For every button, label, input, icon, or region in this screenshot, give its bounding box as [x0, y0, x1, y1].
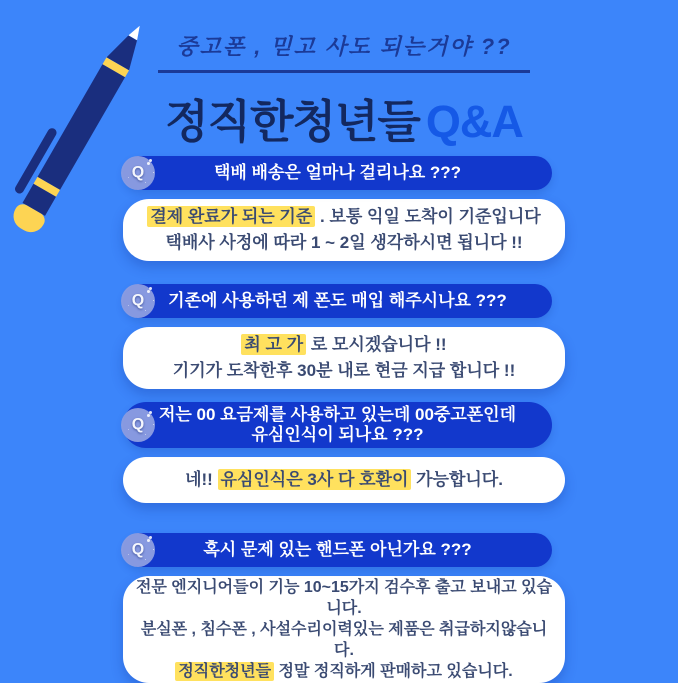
answer-line: 네!! 유심인식은 3사 다 호환이 가능합니다. — [185, 470, 503, 489]
answer-line: 최 고 가 로 모시겠습니다 !! — [135, 332, 553, 358]
qa-item — [123, 402, 565, 503]
question-text: 택배 배송은 얼마나 걸리나요 ??? — [213, 163, 462, 182]
answer-box — [123, 576, 565, 683]
answer-line: 분실폰 , 침수폰 , 사설수리이력있는 제품은 취급하지않습니다. — [140, 621, 548, 659]
question-text: 기존에 사용하던 제 폰도 매입 해주시나요 ??? — [168, 291, 507, 310]
q-badge-icon — [121, 156, 155, 190]
question-bar — [123, 284, 552, 318]
q-badge-letter: Q — [131, 541, 145, 558]
highlighted-text: 최 고 가 — [241, 334, 306, 355]
brand-name: 정직한청년들 — [165, 96, 420, 147]
question-text: 저는 00 요금제를 사용하고 있는데 00중고폰인데 — [158, 405, 517, 424]
question-bar — [123, 156, 552, 190]
qa-item — [123, 533, 565, 683]
highlighted-text: 결제 완료가 되는 기준 — [147, 206, 315, 227]
q-badge-letter: Q — [131, 164, 145, 181]
q-badge-icon — [121, 284, 155, 318]
answer-box — [123, 199, 565, 261]
header — [118, 30, 570, 150]
qa-item — [123, 284, 565, 389]
q-badge-letter: Q — [131, 416, 145, 433]
q-badge-icon — [121, 408, 155, 442]
answer-line: 전문 엔지니어들이 기능 10~15가지 검수후 출고 보내고 있습니다. — [135, 579, 553, 617]
answer-box — [123, 327, 565, 389]
answer-line: 결제 완료가 되는 기준 . 보통 익일 도착이 기준입니다 — [135, 204, 553, 230]
answer-box — [123, 457, 565, 503]
qa-item — [123, 156, 565, 261]
highlighted-text: 정직한청년들 — [175, 662, 274, 681]
tagline: 중고폰 , 믿고 사도 되는거야 ?? — [158, 30, 529, 73]
question-bar — [123, 533, 552, 567]
q-badge-icon — [121, 533, 155, 567]
qa-label: Q&A — [425, 96, 523, 147]
answer-line: 정직한청년들 정말 정직하게 판매하고 있습니다. — [131, 661, 557, 682]
question-text: 혹시 문제 있는 핸드폰 아닌가요 ??? — [203, 540, 472, 559]
answer-line: 택배사 사정에 따라 1 ~ 2일 생각하시면 됩니다 !! — [165, 233, 523, 252]
highlighted-text: 유심인식은 3사 다 호환이 — [218, 469, 412, 490]
q-badge-letter: Q — [131, 292, 145, 309]
question-bar — [123, 402, 552, 448]
qa-list — [123, 156, 565, 683]
answer-line: 기기가 도착한후 30분 내로 현금 지급 합니다 !! — [172, 361, 516, 380]
page-title — [118, 85, 570, 150]
question-text: 유심인식이 되나요 ??? — [251, 425, 424, 444]
